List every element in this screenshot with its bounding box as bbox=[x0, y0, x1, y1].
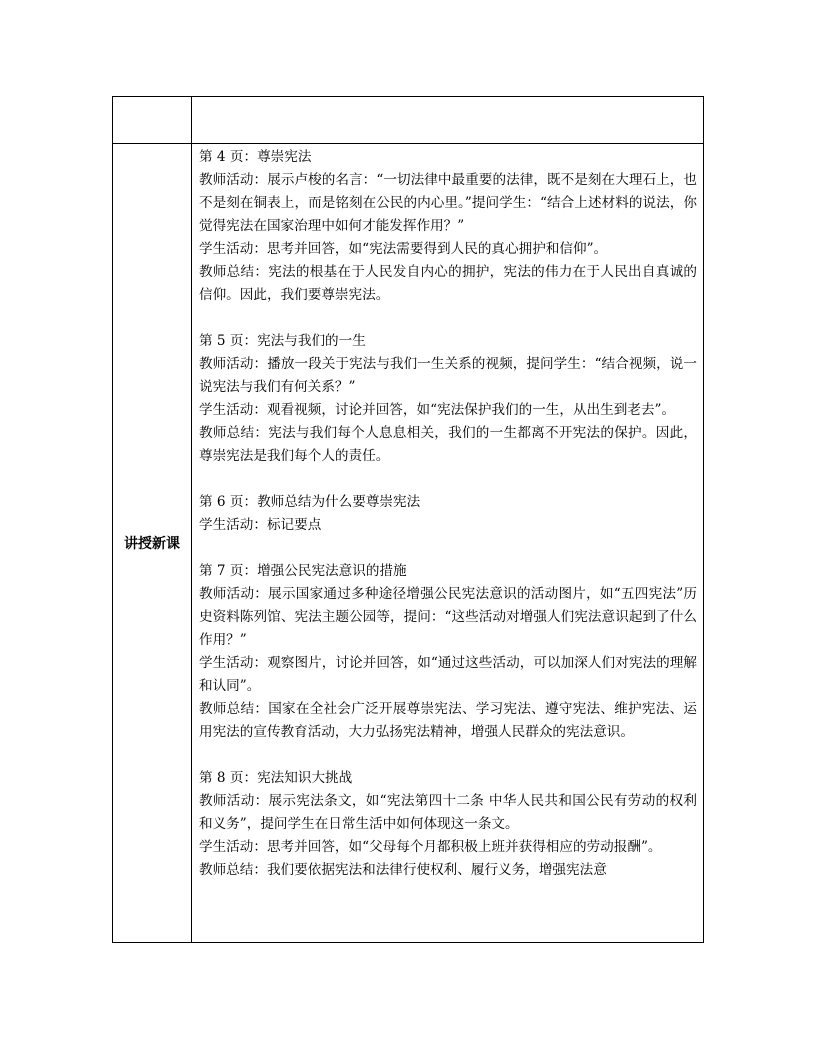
section-label: 讲授新课 bbox=[113, 144, 192, 943]
student-activity: 学生活动：观看视频，讨论并回答，如“宪法保护我们的一生，从出生到老去”。 bbox=[199, 402, 676, 418]
table-row bbox=[113, 97, 704, 144]
empty-label-cell bbox=[113, 97, 192, 144]
teacher-activity: 教师活动：播放一段关于宪法与我们一生关系的视频，提问学生：“结合视频，说一说宪法与我们有何关系？” bbox=[199, 356, 697, 395]
content-block-page-4 bbox=[199, 146, 697, 307]
teacher-summary: 教师总结：我们要依据宪法和法律行使权利、履行义务，增强宪法意 bbox=[199, 862, 607, 878]
block-heading: 第 7 页：增强公民宪法意识的措施 bbox=[199, 563, 407, 579]
student-activity: 学生活动：观察图片，讨论并回答，如“通过这些活动，可以加深人们对宪法的理解和认同”。 bbox=[199, 655, 697, 694]
teacher-activity: 教师活动：展示国家通过多种途径增强公民宪法意识的活动图片，如“五四宪法”历史资料陈列馆、宪法主题公园等，提问：“这些活动对增强人们宪法意识起到了什么作用？” bbox=[199, 586, 697, 648]
block-heading: 第 5 页：宪法与我们的一生 bbox=[199, 333, 366, 349]
student-activity: 学生活动：思考并回答，如“宪法需要得到人民的真心拥护和信仰”。 bbox=[199, 241, 608, 257]
table-row bbox=[113, 144, 704, 943]
block-heading: 第 4 页：尊崇宪法 bbox=[199, 149, 312, 165]
lesson-plan-table bbox=[112, 96, 704, 943]
content-block-page-6 bbox=[199, 491, 697, 537]
teacher-summary: 教师总结：国家在全社会广泛开展尊崇宪法、学习宪法、遵守宪法、维护宪法、运用宪法的宣传教育活动，大力弘扬宪法精神，增强人民群众的宪法意识。 bbox=[199, 701, 697, 740]
student-activity: 学生活动：标记要点 bbox=[199, 517, 322, 533]
content-block-page-7 bbox=[199, 560, 697, 744]
block-heading: 第 6 页：教师总结为什么要尊崇宪法 bbox=[199, 494, 421, 510]
empty-content-cell bbox=[192, 97, 704, 144]
teacher-summary: 教师总结：宪法的根基在于人民发自内心的拥护，宪法的伟力在于人民出自真诚的信仰。因此，我们要尊崇宪法。 bbox=[199, 264, 697, 303]
content-block-page-5 bbox=[199, 330, 697, 468]
teacher-activity: 教师活动：展示宪法条文，如“宪法第四十二条 中华人民共和国公民有劳动的权利和义务”，提问学生在日常生活中如何体现这一条文。 bbox=[199, 793, 697, 832]
teacher-summary: 教师总结：宪法与我们每个人息息相关，我们的一生都离不开宪法的保护。因此，尊崇宪法是我们每个人的责任。 bbox=[199, 425, 697, 464]
block-heading: 第 8 页：宪法知识大挑战 bbox=[199, 770, 353, 786]
content-cell bbox=[192, 144, 704, 943]
student-activity: 学生活动：思考并回答，如“父母每个月都积极上班并获得相应的劳动报酬”。 bbox=[199, 839, 662, 855]
content-block-page-8 bbox=[199, 767, 697, 882]
teacher-activity: 教师活动：展示卢梭的名言：“一切法律中最重要的法律，既不是刻在大理石上，也不是刻在铜表上，而是铭刻在公民的内心里。”提问学生：“结合上述材料的说法，你觉得宪法在国家治理中如何才能发挥作用？” bbox=[199, 172, 697, 234]
